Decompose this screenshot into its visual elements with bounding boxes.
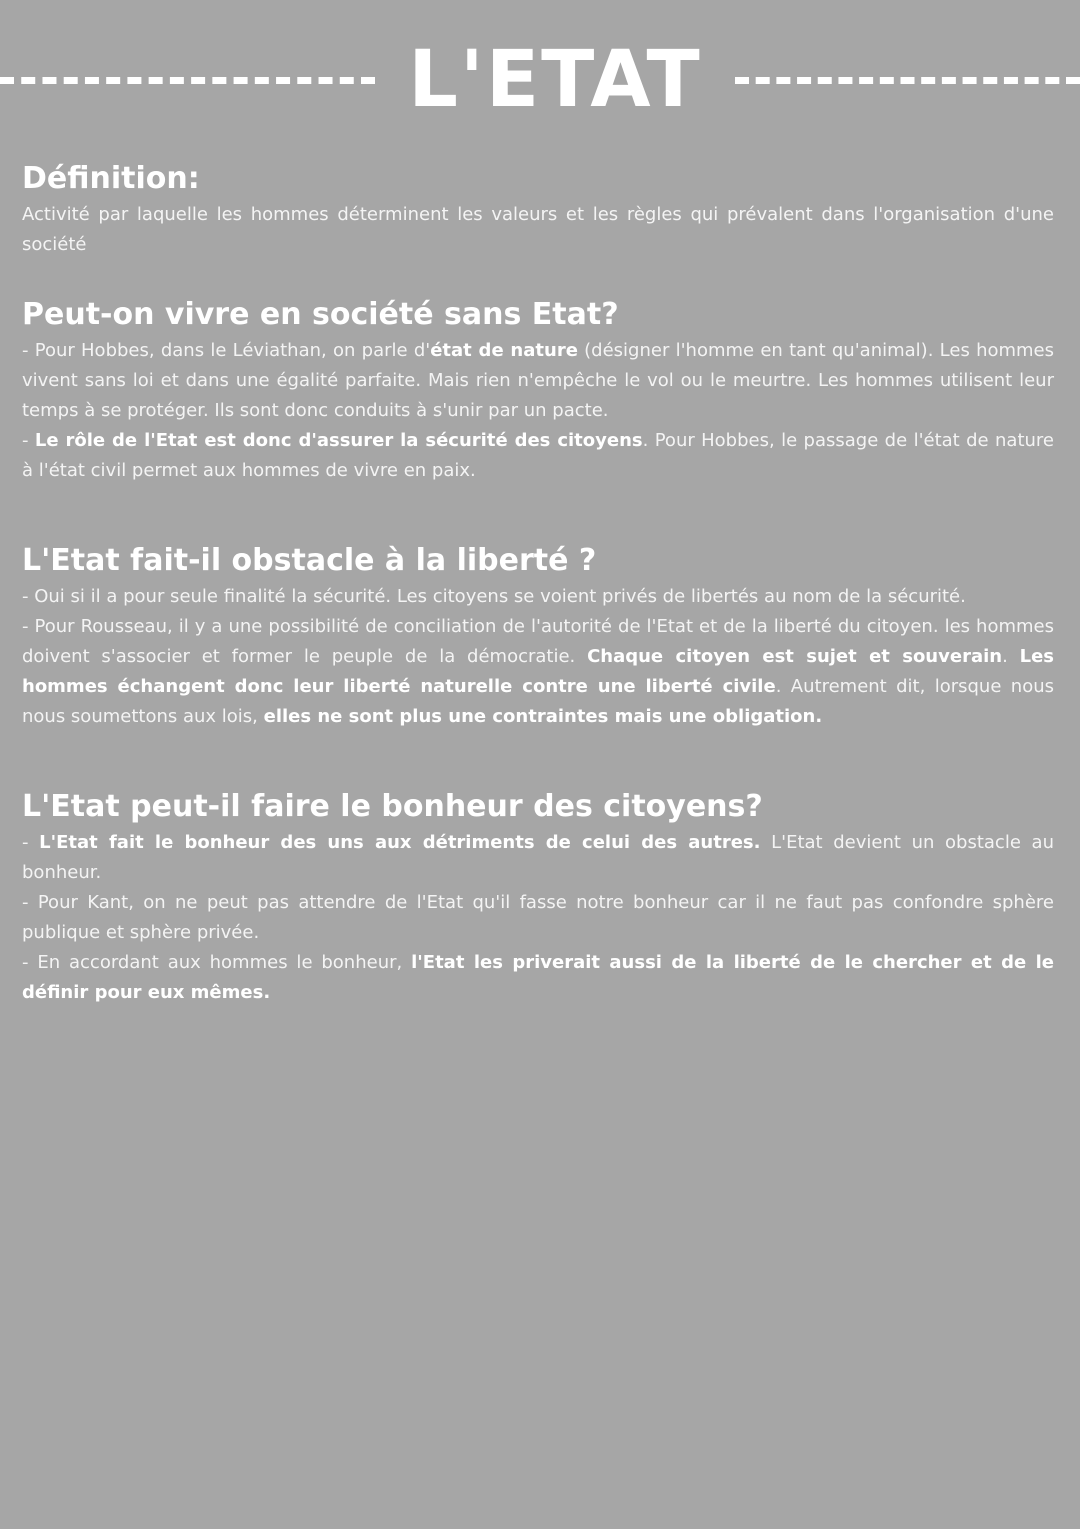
left-dashed-divider — [0, 77, 375, 84]
bonheur-p3-text: - En accordant aux hommes le bonheur, — [22, 952, 412, 973]
definition-heading: Définition: — [22, 161, 200, 196]
liberte-p2-bold-3: elles ne sont plus une contraintes mais une obligation. — [263, 706, 823, 727]
bonheur-p1-bold: L'Etat fait le bonheur des uns aux détriments de celui des autres. — [39, 832, 761, 853]
vivre-heading: Peut-on vivre en société sans Etat? — [22, 297, 619, 332]
bonheur-p1-text-end: L'Etat devient un obstacle au bonheur. — [22, 832, 1054, 883]
liberte-paragraph-1: - Oui si il a pour seule finalité la sécurité. Les citoyens se voient privés de libertés au nom de la sécurité. — [22, 586, 966, 607]
vivre-paragraph-2 — [22, 426, 1054, 486]
liberte-p2-text: - Pour Rousseau, il y a une possibilité de conciliation de l'autorité de l'Etat et de la liberté du citoyen. les hommes doivent s'associer et former le peuple de la démocratie. — [22, 616, 1054, 667]
liberte-p2-bold-2: Les hommes échangent donc leur liberté naturelle contre une liberté civile — [22, 646, 1054, 697]
vivre-p2-bold: Le rôle de l'Etat est donc d'assurer la sécurité des citoyens — [34, 430, 643, 451]
right-dashed-divider — [735, 77, 1080, 84]
bonheur-p3-bold: l'Etat les priverait aussi de la liberté de le chercher et de le définir pour eux mêmes. — [22, 952, 1054, 1003]
vivre-p2-text-end: . Pour Hobbes, le passage de l'état de nature à l'état civil permet aux hommes de vivre en paix. — [22, 430, 1054, 481]
bonheur-paragraph-1 — [22, 828, 1054, 888]
title-row — [0, 30, 1080, 130]
bonheur-heading: L'Etat peut-il faire le bonheur des citoyens? — [22, 789, 763, 824]
section-liberte — [22, 540, 1054, 732]
liberte-p2-bold-1: Chaque citoyen est sujet et souverain — [587, 646, 1003, 667]
bonheur-p1-dash: - — [22, 832, 40, 853]
document-body — [22, 158, 1054, 1008]
definition-text: Activité par laquelle les hommes déterminent les valeurs et les règles qui prévalent dans l'organisation d'une société — [22, 204, 1054, 255]
page-title: L'ETAT — [408, 35, 702, 125]
vivre-p1-bold: état de nature — [430, 340, 578, 361]
bonheur-paragraph-3 — [22, 948, 1054, 1008]
section-definition — [22, 158, 1054, 260]
vivre-p1-text: - Pour Hobbes, dans le Léviathan, on parle d' — [22, 340, 431, 361]
vivre-p1-text-end: (désigner l'homme en tant qu'animal). Les hommes vivent sans loi et dans une égalité parfaite. Mais rien n'empêche le vol ou le meurtre. Les hommes utilisent leur temps à se protéger. Ils sont donc conduits à s'unir par un pacte. — [22, 340, 1055, 421]
liberte-p2-sep: . — [1002, 646, 1020, 667]
section-vivre-sans-etat — [22, 294, 1054, 486]
liberte-heading: L'Etat fait-il obstacle à la liberté ? — [22, 543, 597, 578]
liberte-p2-text-2: . Autrement dit, lorsque nous nous soumettons aux lois, — [22, 676, 1055, 727]
vivre-paragraph-1 — [22, 336, 1054, 426]
liberte-paragraph-2 — [22, 612, 1054, 732]
bonheur-paragraph-2: - Pour Kant, on ne peut pas attendre de l'Etat qu'il fasse notre bonheur car il ne faut pas confondre sphère publique et sphère privée. — [22, 892, 1054, 943]
vivre-p2-dash: - — [22, 430, 35, 451]
section-bonheur — [22, 786, 1054, 1008]
